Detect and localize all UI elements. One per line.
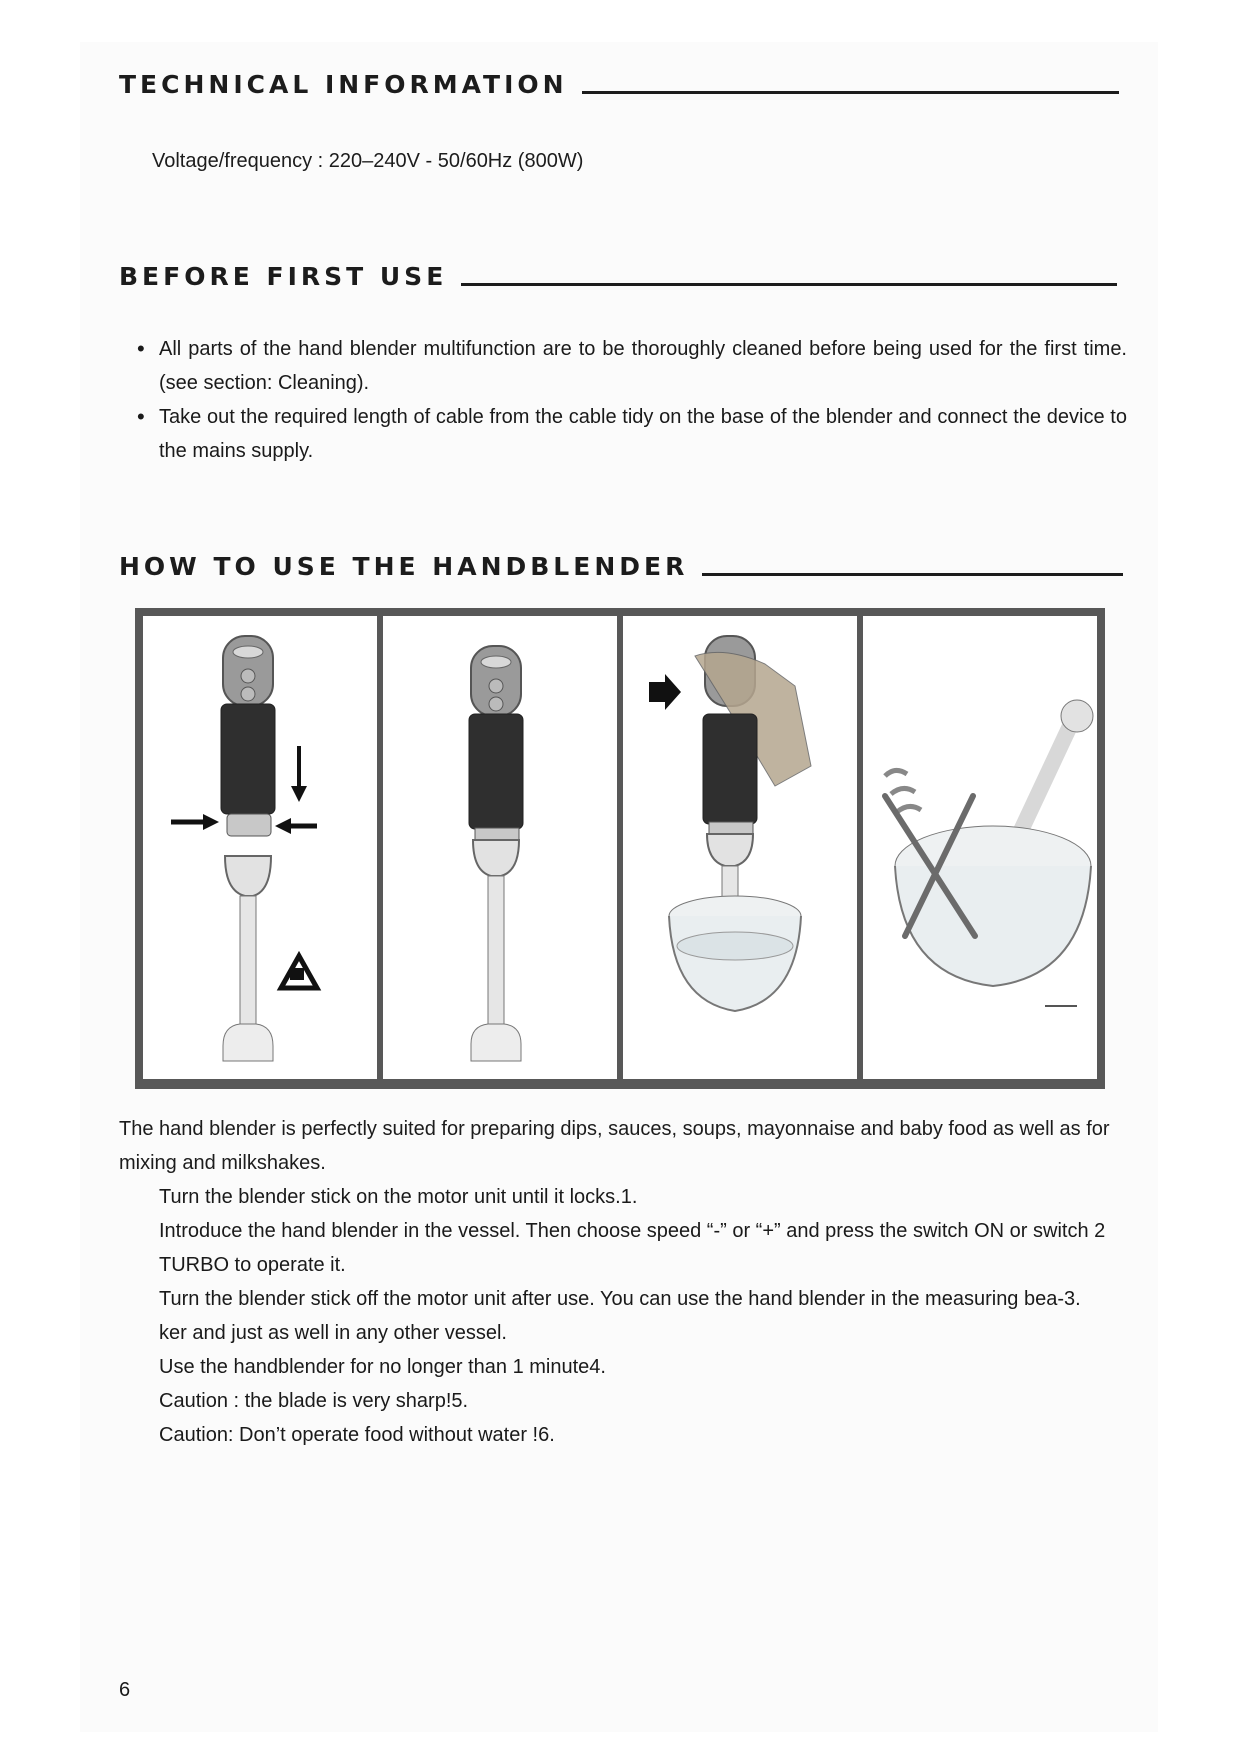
attach-illustration <box>143 616 377 1079</box>
usage-steps <box>159 1180 1179 1452</box>
how-to-use-heading <box>119 552 1123 581</box>
figure-panel-blending <box>623 616 857 1079</box>
figure-panel-attach <box>143 616 377 1079</box>
list-item: Introduce the hand blender in the vessel. Then choose speed “-” or “+” and press the switch ON or switch 2 <box>159 1220 1106 1242</box>
list-item: • All parts of the hand blender multifunction are to be thoroughly cleaned before being used for the first time. (see section: Cleaning). <box>137 332 1127 400</box>
list-item: Caution : the blade is very sharp!5. <box>159 1390 469 1412</box>
heading-rule <box>582 91 1119 94</box>
list-item: Use the handblender for no longer than 1 minute4. <box>159 1356 606 1378</box>
list-item: TURBO to operate it. <box>159 1254 346 1276</box>
figure-panel-assembled <box>383 616 617 1079</box>
technical-information-title: TECHNICAL INFORMATION <box>119 70 568 99</box>
assembled-illustration <box>383 616 617 1079</box>
list-item: • Take out the required length of cable from the cable tidy on the base of the blender and connect the device to the mains supply. <box>137 400 1127 468</box>
instruction-figure <box>135 608 1105 1089</box>
before-first-use-heading <box>119 262 1117 291</box>
page-number: 6 <box>119 1679 131 1701</box>
technical-information-heading <box>119 70 1119 99</box>
list-item: Turn the blender stick on the motor unit until it locks.1. <box>159 1186 638 1208</box>
before-first-use-list <box>137 332 1127 468</box>
list-item: Turn the blender stick off the motor unit after use. You can use the hand blender in the measuring bea-3. <box>159 1288 1081 1310</box>
blending-illustration <box>623 616 857 1079</box>
intro-paragraph: The hand blender is perfectly suited for preparing dips, sauces, soups, mayonnaise and baby food as well as for mixing and milkshakes. <box>119 1118 1110 1174</box>
voltage-line: Voltage/frequency : 220–240V - 50/60Hz (800W) <box>152 150 584 172</box>
list-item: Caution: Don’t operate food without water !6. <box>159 1424 555 1446</box>
how-to-use-title: HOW TO USE THE HANDBLENDER <box>119 552 689 581</box>
heading-rule <box>461 283 1117 286</box>
heading-rule <box>702 573 1123 576</box>
washing-illustration <box>863 616 1097 1079</box>
figure-panel-washing <box>863 616 1097 1079</box>
before-first-use-title: BEFORE FIRST USE <box>119 262 448 291</box>
list-item: ker and just as well in any other vessel. <box>159 1322 507 1344</box>
